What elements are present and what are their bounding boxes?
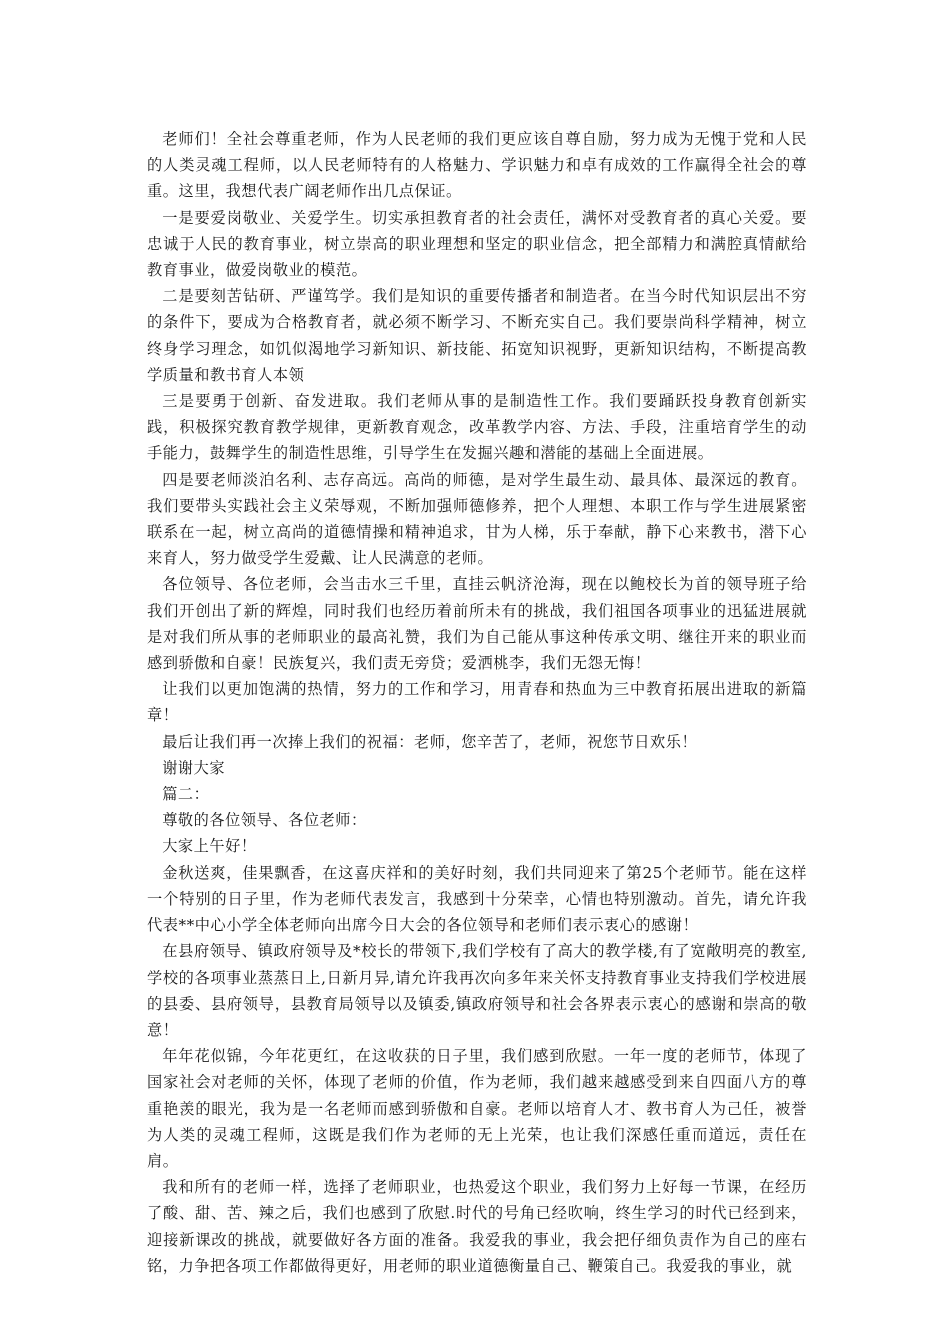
- paragraph-teachers-respect: 老师们！全社会尊重老师，作为人民老师的我们更应该自尊自励，努力成为无愧于党和人民的人类灵魂工程师，以人民老师特有的人格魅力、学识魅力和卓有成效的工作赢得全社会的尊重。这里，我想代表广阔老师作出几点保证。: [147, 130, 807, 201]
- paragraph-point-two: 二是要刻苦钻研、严谨笃学。我们是知识的重要传播者和制造者。在当今时代知识层出不穷的条件下，要成为合格教育者，就必须不断学习、不断充实自己。我们要崇尚科学精神，树立终身学习理念，如饥似渴地学习新知识、新技能、拓宽知识视野，更新知识结构，不断提高教学质量和教书育人本领: [147, 287, 807, 384]
- salutation: 尊敬的各位领导、各位老师：: [162, 811, 367, 830]
- document-body: [147, 126, 807, 1279]
- paragraph-golden-autumn: 金秋送爽，佳果飘香，在这喜庆祥和的美好时刻，我们共同迎来了第25个老师节。能在这样一个特别的日子里，作为老师代表发言，我感到十分荣幸，心情也特别激动。首先，请允许我代表**中心小学全体老师向出席今日大会的各位领导和老师们表示衷心的感谢！: [147, 863, 807, 935]
- section-heading-part-two: 篇二：: [162, 785, 210, 804]
- paragraph-enthusiasm: 让我们以更加饱满的热情，努力的工作和学习，用青春和热血为三中教育拓展出进取的新篇章！: [147, 680, 807, 725]
- paragraph-point-one: 一是要爱岗敬业、关爱学生。切实承担教育者的社会责任，满怀对受教育者的真心关爱。要忠诚于人民的教育事业，树立崇高的职业理想和坚定的职业信念，把全部精力和满腔真情献给教育事业，做爱岗敬业的模范。: [147, 208, 807, 280]
- paragraph-leaders-teachers: 各位领导、各位老师，会当击水三千里，直挂云帆济沧海，现在以鲍校长为首的领导班子给我们开创出了新的辉煌，同时我们也经历着前所未有的挑战，我们祖国各项事业的迅猛进展就是对我们所从事的老师职业的最高礼赞，我们为自己能从事这种传承文明、继往开来的职业而感到骄傲和自豪！民族复兴，我们责无旁贷；爱洒桃李，我们无怨无悔！: [147, 575, 807, 673]
- paragraph-point-four: 四是要老师淡泊名利、志存高远。高尚的师德，是对学生最生动、最具体、最深远的教育。我们要带头实践社会主义荣辱观，不断加强师德修养，把个人理想、本职工作与学生进展紧密联系在一起，树立高尚的道德情操和精神追求，甘为人梯，乐于奉献，静下心来教书，潜下心来育人，努力做受学生爱戴、让人民满意的老师。: [147, 470, 807, 568]
- paragraph-thanks: 谢谢大家: [162, 758, 226, 777]
- greeting: 大家上午好！: [162, 837, 257, 856]
- paragraph-county-leadership: 在县府领导、镇政府领导及*校长的带领下,我们学校有了高大的教学楼,有了宽敞明亮的教室,学校的各项事业蒸蒸日上,日新月异,请允许我再次向多年来关怀支持教育事业支持我们学校进展的县委、县府领导，县教育局领导以及镇委,镇政府领导和社会各界表示衷心的感谢和崇高的敬意！: [147, 942, 807, 1039]
- paragraph-point-three: 三是要勇于创新、奋发进取。我们老师从事的是制造性工作。我们要踊跃投身教育创新实践，积极探究教育教学规律，更新教育观念，改革教学内容、方法、手段，注重培育学生的动手能力，鼓舞学生的制造性思维，引导学生在发掘兴趣和潜能的基础上全面进展。: [147, 392, 807, 463]
- paragraph-final-wishes: 最后让我们再一次捧上我们的祝福：老师，您辛苦了，老师，祝您节日欢乐！: [162, 732, 698, 751]
- paragraph-harvest-days: 年年花似锦，今年花更红，在这收获的日子里，我们感到欣慰。一年一度的老师节，体现了国家社会对老师的关怀，体现了老师的价值，作为老师，我们越来越感受到来自四面八方的尊重艳羡的眼光，我为是一名老师而感到骄傲和自豪。老师以培育人才、教书育人为己任，被誉为人类的灵魂工程师，这既是我们作为老师的无上光荣，也让我们深感任重而道远，责任在肩。: [147, 1047, 807, 1170]
- paragraph-chosen-profession: 我和所有的老师一样，选择了老师职业，也热爱这个职业，我们努力上好每一节课，在经历了酸、甜、苦、辣之后，我们也感到了欣慰.时代的号角已经吹响，终生学习的时代已经到来，迎接新课改的挑战，就要做好各方面的准备。我爱我的事业，我会把仔细负责作为自己的座右铭，力争把各项工作都做得更好，用老师的职业道德衡量自己、鞭策自己。我爱我的事业，就: [147, 1178, 807, 1275]
